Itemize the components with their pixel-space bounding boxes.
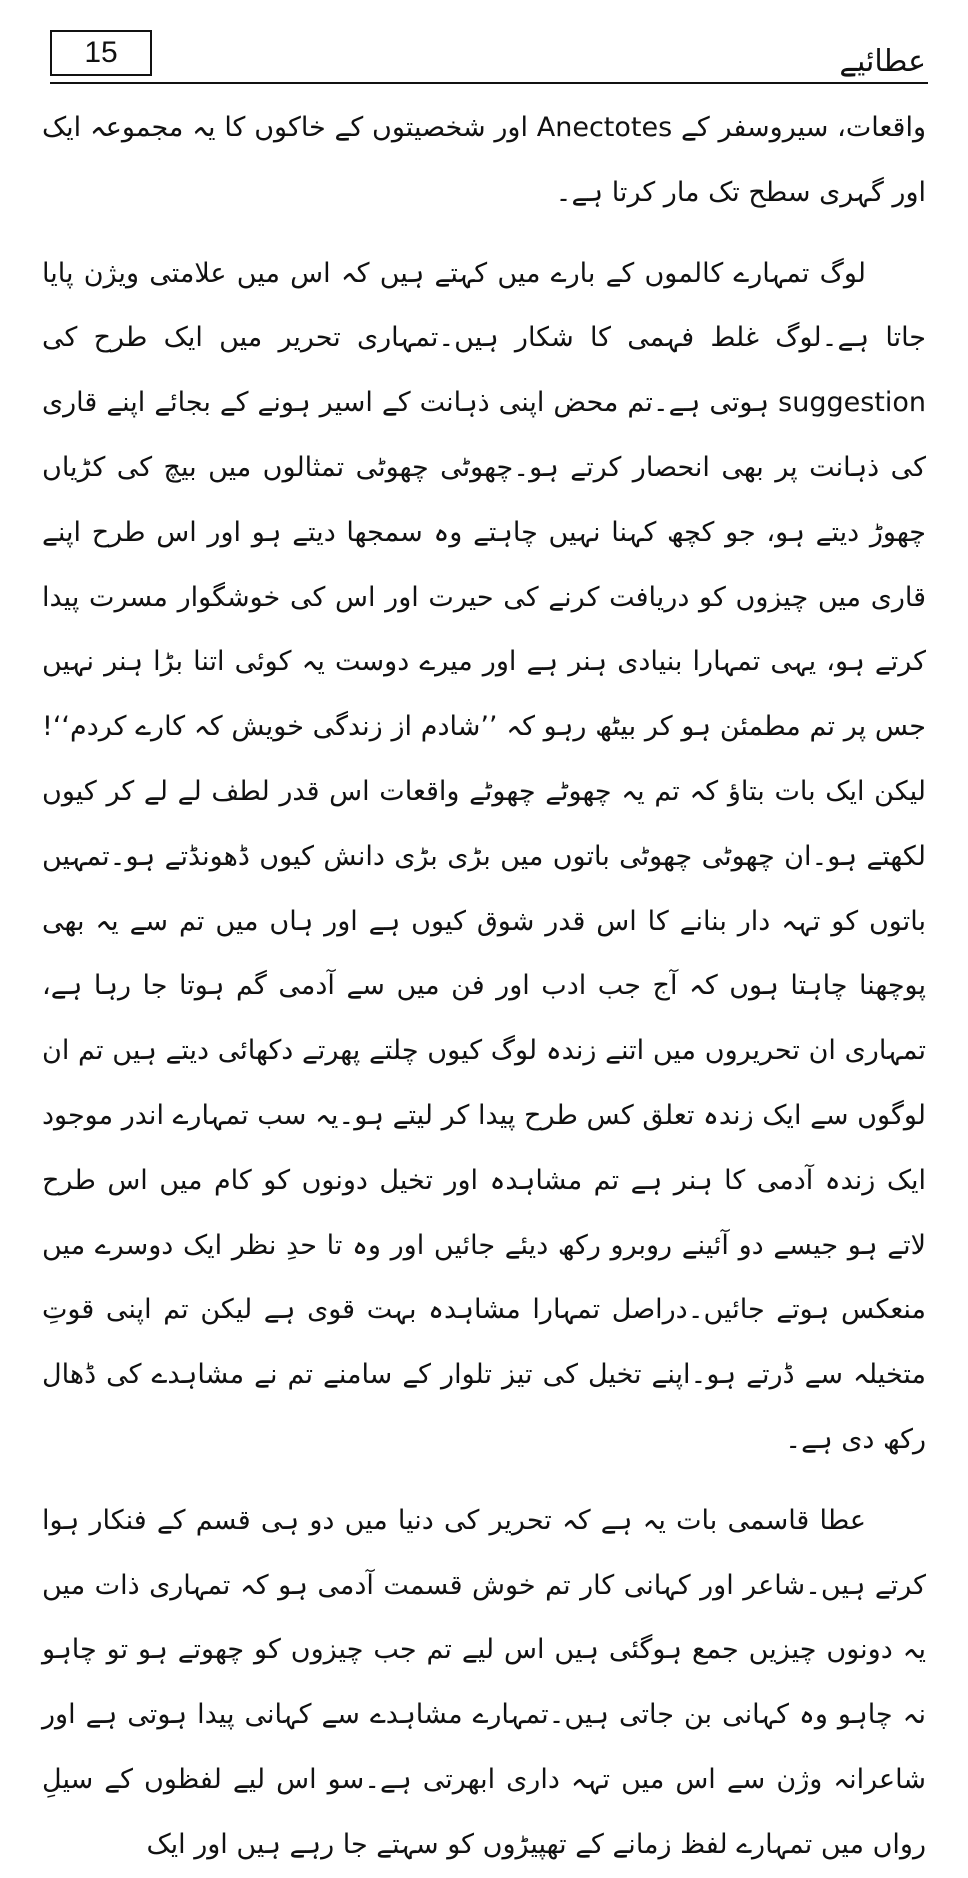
paragraph: لوگ تمہارے کالموں کے بارے میں کہتے ہیں کہ اس میں علامتی ویژن پایا جاتا ہے۔لوگ غلط فہمی کا شکار ہیں۔تمہاری تحریر میں ایک طرح کی suggestion ہوتی ہے۔تم محض اپنی ذہانت کے اسیر ہونے کے بجائے اپنے قاری کی ذہانت پر بھی انحصار کرتے ہو۔چھوٹی چھوٹی تمثالوں میں بیچ کی کڑیاں چھوڑ دیتے ہو، جو کچھ کہنا نہیں چاہتے وہ سمجھا دیتے ہو اور اس طرح اپنے قاری میں چیزوں کو دریافت کرنے کی حیرت اور اس کی خوشگوار مسرت پیدا کرتے ہو، یہی تمہارا بنیادی ہنر ہے اور میرے دوست یہ کوئی اتنا بڑا ہنر نہیں جس پر تم مطمئن ہو کر بیٹھ رہو کہ ’’شادم از زندگی خویش کہ کارے کردم‘‘! لیکن ایک بات بتاؤ کہ تم یہ چھوٹے چھوٹے واقعات اس قدر لطف لے لے کر کیوں لکھتے ہو۔ان چھوٹی چھوٹی باتوں میں بڑی بڑی دانش کیوں ڈھونڈتے ہو۔تمہیں باتوں کو تہہ دار بنانے کا اس قدر شوق کیوں ہے اور ہاں میں تم سے یہ بھی پوچھنا چاہتا ہوں کہ آج جب ادب اور فن میں سے آدمی گم ہوتا جا رہا ہے، تمہاری ان تحریروں میں اتنے زندہ لوگ کیوں چلتے پھرتے دکھائی دیتے ہیں تم ان لوگوں سے ایک زندہ تعلق کس طرح پیدا کر لیتے ہو۔یہ سب تمہارے اندر موجود ایک زندہ آدمی کا ہنر ہے تم مشاہدہ اور تخیل دونوں کو کام میں اس طرح لاتے ہو جیسے دو آئینے روبرو رکھ دیئے جائیں اور وہ تا حدِ نظر ایک دوسرے میں منعکس ہوتے جائیں۔دراصل تمہارا مشاہدہ بہت قوی ہے لیکن تم اپنی قوتِ متخیلہ سے ڈرتے ہو۔اپنے تخیل کی تیز تلوار کے سامنے تم نے مشاہدے کی ڈھال رکھ دی ہے۔ [42,257,926,1455]
body-text [42,96,926,1878]
paragraph: عطا قاسمی بات یہ ہے کہ تحریر کی دنیا میں دو ہی قسم کے فنکار ہوا کرتے ہیں۔شاعر اور کہانی کار تم خوش قسمت آدمی ہو کہ تمہاری ذات میں یہ دونوں چیزیں جمع ہوگئی ہیں اس لیے تم جب چیزوں کو چھوتے ہو تو چاہو نہ چاہو وہ کہانی بن جاتی ہیں۔تمہارے مشاہدے سے کہانی پیدا ہوتی ہے اور شاعرانہ وژن سے اس میں تہہ داری ابھرتی ہے۔سو اس لیے لفظوں کے سیلِ رواں میں تمہارے لفظ زمانے کے تھپیڑوں کو سہتے جا رہے ہیں اور ایک [42,1504,926,1860]
running-head: عطائیے [839,44,926,79]
page-number: 15 [50,30,152,76]
header-rule [50,82,928,84]
paragraph: واقعات، سیروسفر کے Anectotes اور شخصیتوں کے خاکوں کا یہ مجموعہ ایک اور گہری سطح تک مار کرتا ہے۔ [42,112,926,208]
